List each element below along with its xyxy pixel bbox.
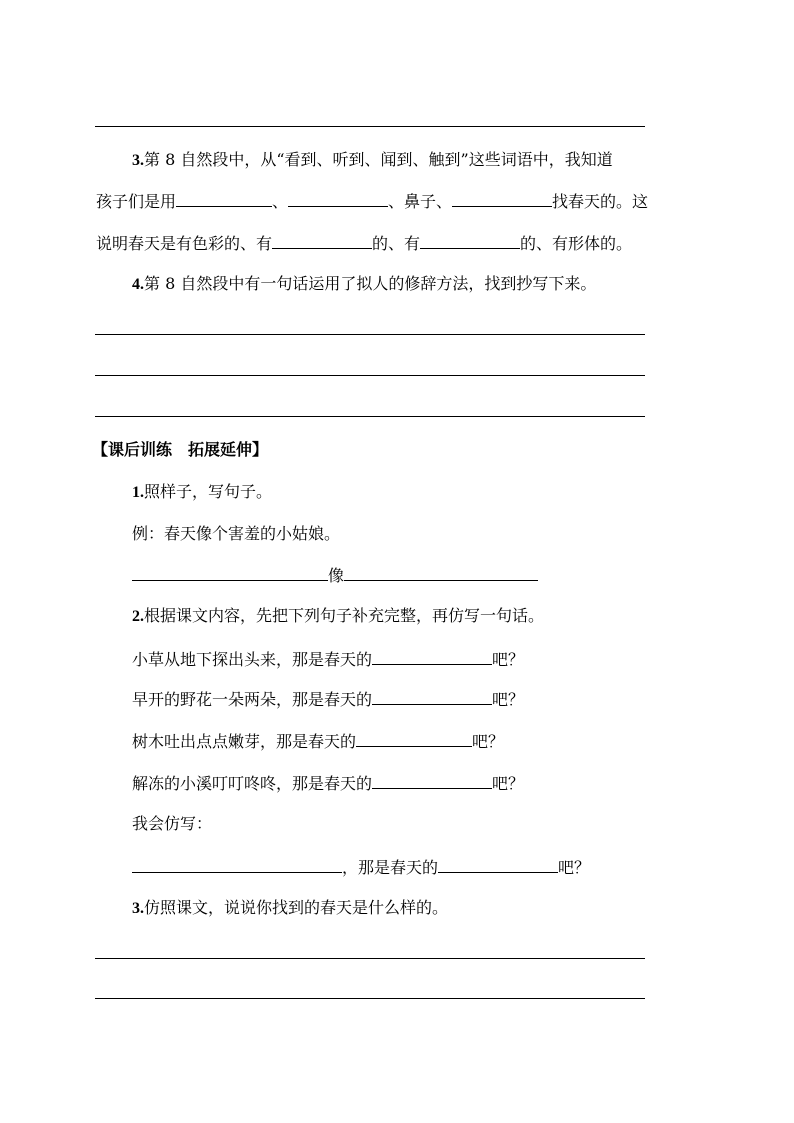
q4-number: 4. xyxy=(132,276,144,293)
e2-s1-text: 小草从地下探出头来，那是春天的 xyxy=(132,650,373,669)
q3-text-d: 的、有 xyxy=(372,234,421,253)
blank-field[interactable] xyxy=(176,190,272,207)
q3-text-line1: 第 8 自然段中，从“看到、听到、闻到、触到”这些词语中，我知道 xyxy=(144,150,613,169)
answer-line-top[interactable] xyxy=(95,126,645,127)
e2-im-end: 吧？ xyxy=(558,858,591,877)
e2-sentence-2 xyxy=(132,688,524,710)
q3-sep1: 、 xyxy=(272,192,289,211)
e2-title-line xyxy=(132,606,544,627)
answer-line[interactable] xyxy=(95,334,645,335)
answer-line[interactable] xyxy=(95,375,645,376)
e2-sentence-1 xyxy=(132,648,524,670)
e2-ba: 吧？ xyxy=(492,690,525,709)
q3-text-b: 找春天的。这 xyxy=(552,192,649,211)
blank-field[interactable] xyxy=(372,648,492,665)
e2-imitate-line xyxy=(132,856,590,878)
q3-text-e: 的、有形体的。 xyxy=(520,234,633,253)
e1-title-line xyxy=(132,482,272,503)
e3-line xyxy=(132,898,448,919)
q3-text-c: 说明春天是有色彩的、有 xyxy=(96,234,273,253)
e2-ba: 吧？ xyxy=(472,732,505,751)
e1-number: 1. xyxy=(132,484,144,501)
blank-field[interactable] xyxy=(344,564,538,581)
blank-field[interactable] xyxy=(132,856,342,873)
blank-field[interactable] xyxy=(288,190,388,207)
section-title: 【课后训练 拓展延伸】 xyxy=(92,440,269,459)
e1-title: 照样子，写句子。 xyxy=(144,482,273,501)
e1-example: 例：春天像个害羞的小姑娘。 xyxy=(132,524,341,543)
blank-field[interactable] xyxy=(438,856,558,873)
e2-ba: 吧？ xyxy=(492,650,525,669)
e2-ba: 吧？ xyxy=(492,774,525,793)
e1-xiang: 像 xyxy=(328,566,345,585)
blank-field[interactable] xyxy=(372,688,492,705)
blank-field[interactable] xyxy=(452,190,552,207)
e2-title: 根据课文内容，先把下列句子补充完整，再仿写一句话。 xyxy=(144,606,545,625)
e2-s3-text: 树木吐出点点嫩芽，那是春天的 xyxy=(132,732,357,751)
answer-line[interactable] xyxy=(95,998,645,999)
blank-field[interactable] xyxy=(420,232,520,249)
e2-imitate-label: 我会仿写： xyxy=(132,814,213,833)
e2-s2-text: 早开的野花一朵两朵，那是春天的 xyxy=(132,690,373,709)
blank-field[interactable] xyxy=(372,772,492,789)
e3-text: 仿照课文，说说你找到的春天是什么样的。 xyxy=(144,898,449,917)
answer-line[interactable] xyxy=(95,416,645,417)
q4-text: 第 8 自然段中有一句话运用了拟人的修辞方法，找到抄写下来。 xyxy=(144,274,597,293)
q3-line1 xyxy=(132,150,613,171)
answer-line[interactable] xyxy=(95,958,645,959)
q3-sep2: 、鼻子、 xyxy=(388,192,453,211)
e2-number: 2. xyxy=(132,608,144,625)
e1-answer-line xyxy=(132,564,538,586)
q4-line xyxy=(132,274,596,295)
q3-number: 3. xyxy=(132,152,144,169)
q3-line2 xyxy=(96,190,648,212)
blank-field[interactable] xyxy=(132,564,328,581)
e2-s4-text: 解冻的小溪叮叮咚咚，那是春天的 xyxy=(132,774,373,793)
blank-field[interactable] xyxy=(356,730,472,747)
e3-number: 3. xyxy=(132,900,144,917)
e2-sentence-4 xyxy=(132,772,524,794)
e2-im-mid: ，那是春天的 xyxy=(342,858,439,877)
q3-text-a: 孩子们是用 xyxy=(96,192,177,211)
q3-line3 xyxy=(96,232,632,254)
blank-field[interactable] xyxy=(272,232,372,249)
e2-sentence-3 xyxy=(132,730,504,752)
